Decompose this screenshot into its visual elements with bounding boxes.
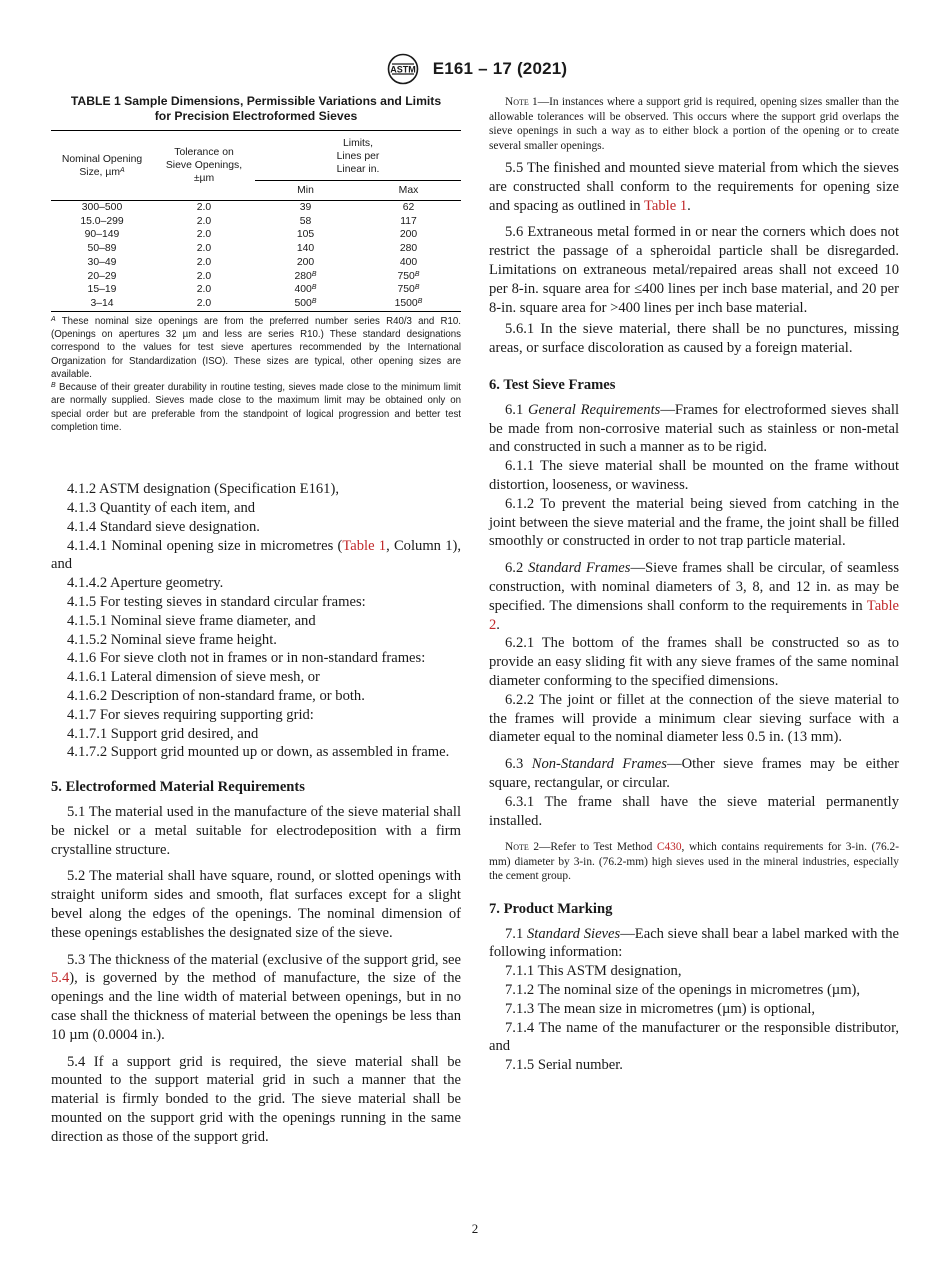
cell-min: $400^B$ <box>294 284 317 296</box>
table-row <box>51 297 461 311</box>
table-row <box>51 270 461 284</box>
cell-max: $750^B$ <box>397 270 420 282</box>
logo-text: ASTM <box>389 64 416 75</box>
para-7-1: 7.1 Standard Sieves—Each sieve shall bear a label marked with the following information: <box>489 925 900 961</box>
item-4-1-5-2: 4.1.5.2 Nominal sieve frame height. <box>67 631 277 648</box>
header-limits: Limits, Lines per Linear in. <box>255 131 461 181</box>
table1-link[interactable]: Table 1 <box>342 537 387 554</box>
cell-max: 280 <box>399 243 418 255</box>
para-7-1-4: 7.1.4 The name of the manufacturer or the responsible distributor, and <box>489 1019 899 1055</box>
para-5-2: 5.2 The material shall have square, round, or slotted openings with straight uniform sides and smooth, flat surfaces except for a slight bevel along the edges of the openings. The nominal dimension of these openings establishes the designated size of the sieve. <box>51 868 461 941</box>
para-6-2: 6.2 Standard Frames—Sieve frames shall be circular, of seamless construction, with nominal diameters of 3, 8, and 12 in. as may be specified. The dimensions shall conform to the requirements in Table 2. <box>489 560 900 633</box>
item-4-1-7: 4.1.7 For sieves requiring supporting grid: <box>67 706 314 723</box>
cell-tolerance: 2.0 <box>196 270 212 282</box>
cell-min: $280^B$ <box>294 270 317 282</box>
item-4-1-5-1: 4.1.5.1 Nominal sieve frame diameter, and <box>67 612 316 629</box>
table1-link-2[interactable]: Table 1 <box>643 197 688 214</box>
cell-max: $1500^B$ <box>356 297 461 311</box>
item-4-1-7-1: 4.1.7.1 Support grid desired, and <box>67 725 259 742</box>
cell-tolerance: 2.0 <box>196 229 212 241</box>
cell-max: 200 <box>399 229 418 241</box>
cell-min: 39 <box>299 202 312 213</box>
footnote-marker: B <box>417 297 423 305</box>
cell-tolerance: 2.0 <box>196 256 212 268</box>
table1 <box>51 130 461 312</box>
table1-footnote-b: $^B$ Because of their greater durability in routine testing, sieves made close to the minimum limit are normally supplied. Sieves made close to the maximum limit may be obtained only on special order but are preferable from the standpoint of logical progression and better test completion time. <box>51 382 461 433</box>
para-6-2-2: 6.2.2 The joint or fillet at the connection of the sieve material to the frames will provide a minimum clear sieving surface with a diameter equal to the nominal diameter less 0.5 in. (13 mm). <box>489 691 899 746</box>
cell-min: $500^B$ <box>255 297 356 311</box>
table-row <box>51 283 461 297</box>
cell-max: $750^B$ <box>397 284 420 296</box>
footnote-marker: B <box>414 270 420 278</box>
para-5-1: 5.1 The material used in the manufacture of the sieve material shall be nickel or a metal suitable for electrodeposition with a firm crystalline structure. <box>51 804 461 858</box>
table1-footnote-a: $^A$ These nominal size openings are from the preferred number series R40/3 and R10. (Openings on apertures 32 µm and less are series R10.) These standard designations correspond to the values for test sieve apertures recommended by the International Organization for Standardization (ISO). These sizes are typical, other opening sizes are available. <box>51 315 461 380</box>
cell-min: 105 <box>296 229 315 241</box>
header-nominal-size: Nominal Opening Size, µm$^A$ <box>51 131 153 201</box>
cell-size: 15–19 <box>87 284 117 296</box>
astm-logo-icon <box>383 53 423 85</box>
cell-tolerance: 2.0 <box>196 243 212 255</box>
cell-tolerance: 2.0 <box>153 297 255 311</box>
cell-tolerance: 2.0 <box>196 202 212 213</box>
note-1: Note 1—In instances where a support grid is required, opening sizes smaller than the allowable tolerances will be observed. This occurs where the support grid overlaps the sieve openings in such a way as to either block a portion of the opening or to create several smaller openings. <box>489 96 899 152</box>
para-5-3: 5.3 The thickness of the material (exclusive of the support grid, see 5.4), is governed by the method of manufacture, the size of the openings and the line width of material between openings, but in no case shall the thickness of material between the openings be less than 10 µm (0.0004 in.). <box>51 951 461 1043</box>
header-tolerance: Tolerance on Sieve Openings, ±µm <box>153 131 255 201</box>
para-6-3-1: 6.3.1 The frame shall have the sieve material permanently installed. <box>489 793 899 829</box>
page-header <box>0 52 950 86</box>
section-7-heading: 7. Product Marking <box>489 900 613 917</box>
footnote-marker: B <box>311 270 317 278</box>
cell-size: 30–49 <box>87 256 117 268</box>
right-column <box>489 95 899 1075</box>
cell-size: 3–14 <box>51 297 153 311</box>
item-4-1-6-2: 4.1.6.2 Description of non-standard frame, or both. <box>67 688 365 705</box>
para-5-6-1: 5.6.1 In the sieve material, there shall be no punctures, missing areas, or surface discoloration as caused by a foreign material. <box>489 321 899 357</box>
item-4-1-3: 4.1.3 Quantity of each item, and <box>67 500 256 517</box>
para-7-1-3: 7.1.3 The mean size in micrometres (µm) is optional, <box>505 1000 816 1017</box>
footnote-marker: B <box>311 297 317 305</box>
para-7-1-1: 7.1.1 This ASTM designation, <box>505 963 682 980</box>
header-max: Max <box>356 181 461 201</box>
para-6-1-2: 6.1.2 To prevent the material being sieved from catching in the joint between the sieve material and the frame, the joint shall be filled smoothly or constructed in order to not trap particle material. <box>489 495 899 550</box>
cell-size: 50–89 <box>87 243 117 255</box>
item-4-1-2: 4.1.2 ASTM designation (Specification E161), <box>67 481 339 498</box>
cell-max: 62 <box>402 202 415 213</box>
para-7-1-2: 7.1.2 The nominal size of the openings in micrometres (µm), <box>505 981 861 998</box>
cell-max: 117 <box>400 215 417 227</box>
item-4-1-7-2: 4.1.7.2 Support grid mounted up or down, as assembled in frame. <box>67 744 450 761</box>
para-6-1: 6.1 General Requirements—Frames for electroformed sieves shall be made from non-corrosive material such as stainless or non-metal and constructed in such a manner as to be rigid. <box>489 401 900 456</box>
para-5-4: 5.4 If a support grid is required, the sieve material shall be mounted to the support material grid in such a manner that the material is firmly bonded to the grid. The sieve material shall be mounted on the support grid with the openings running in the same direction as those of the support grid. <box>51 1053 461 1145</box>
footnote-marker: B <box>311 284 317 292</box>
item-4-1-6: 4.1.6 For sieve cloth not in frames or in non-standard frames: <box>67 650 426 667</box>
cell-max: 400 <box>399 256 418 268</box>
item-4-1-6-1: 4.1.6.1 Lateral dimension of sieve mesh, or <box>67 669 320 686</box>
table2-link[interactable]: Table 2 <box>489 597 899 633</box>
cell-min: 58 <box>299 215 312 227</box>
cell-size: 20–29 <box>87 270 117 282</box>
document-designation: E161 – 17 (2021) <box>432 59 568 78</box>
table-row <box>51 201 461 215</box>
table1-caption-line2: for Precision Electroformed Sieves <box>154 109 358 123</box>
table-row <box>51 242 461 256</box>
table-row <box>51 215 461 229</box>
item-4-1-4-1: 4.1.4.1 Nominal opening size in micrometres (Table 1, Column 1), and <box>51 537 461 573</box>
cell-size: 300–500 <box>81 202 123 213</box>
table-row <box>51 256 461 270</box>
cell-min: 140 <box>296 243 315 255</box>
cell-size: 15.0–299 <box>80 215 124 227</box>
para-5-5: 5.5 The finished and mounted sieve material from which the sieves are constructed shall conform to the requirements for opening size and spacing as outlined in Table 1. <box>489 160 899 214</box>
item-4-1-4: 4.1.4 Standard sieve designation. <box>67 518 260 535</box>
cell-tolerance: 2.0 <box>196 284 212 296</box>
table-row <box>51 228 461 242</box>
item-4-1-4-2: 4.1.4.2 Aperture geometry. <box>67 575 224 592</box>
header-min: Min <box>255 181 356 201</box>
c430-link[interactable]: C430 <box>656 841 682 854</box>
table1-caption <box>51 94 461 124</box>
para-7-1-5: 7.1.5 Serial number. <box>505 1057 623 1074</box>
footnote-marker: B <box>414 284 420 292</box>
cell-min: 200 <box>296 256 315 268</box>
para-6-3: 6.3 Non-Standard Frames—Other sieve frames may be either square, rectangular, or circular. <box>489 756 899 791</box>
left-column <box>51 92 461 1147</box>
section-5-4-link[interactable]: 5.4 <box>51 970 70 987</box>
cell-size: 90–149 <box>84 229 120 241</box>
para-5-6: 5.6 Extraneous metal formed in or near the corners which does not restrict the passage of a spheroidal particle shall be disregarded. Limitations on extraneous metal/repaired areas shall not exceed 10 per 8-in. square area for ≤400 lines per inch base material, and 20 per 8-in. square area for >400 lines per inch base material. <box>489 224 899 316</box>
note-2: Note 2—Refer to Test Method C430, which contains requirements for 3-in. (76.2-mm) diameter by 3-in. (76.2-mm) high sieves used in the mineral industries, especially the cement group. <box>489 841 899 883</box>
table1-header-row <box>51 131 461 181</box>
table1-caption-line1: TABLE 1 Sample Dimensions, Permissible Variations and Limits <box>70 94 442 108</box>
cell-tolerance: 2.0 <box>196 215 212 227</box>
page-number: 2 <box>471 1221 479 1236</box>
table1-body <box>51 201 461 312</box>
section-5-heading: 5. Electroformed Material Requirements <box>51 779 305 796</box>
item-4-1-5: 4.1.5 For testing sieves in standard circular frames: <box>67 594 366 611</box>
section-6-heading: 6. Test Sieve Frames <box>489 376 616 393</box>
para-6-2-1: 6.2.1 The bottom of the frames shall be constructed so as to provide an easy sliding fit with any sieve frames of the same nominal diameter conforming to the specified dimensions. <box>489 635 899 689</box>
para-6-1-1: 6.1.1 The sieve material shall be mounted on the frame without distortion, looseness, or waviness. <box>489 458 899 493</box>
